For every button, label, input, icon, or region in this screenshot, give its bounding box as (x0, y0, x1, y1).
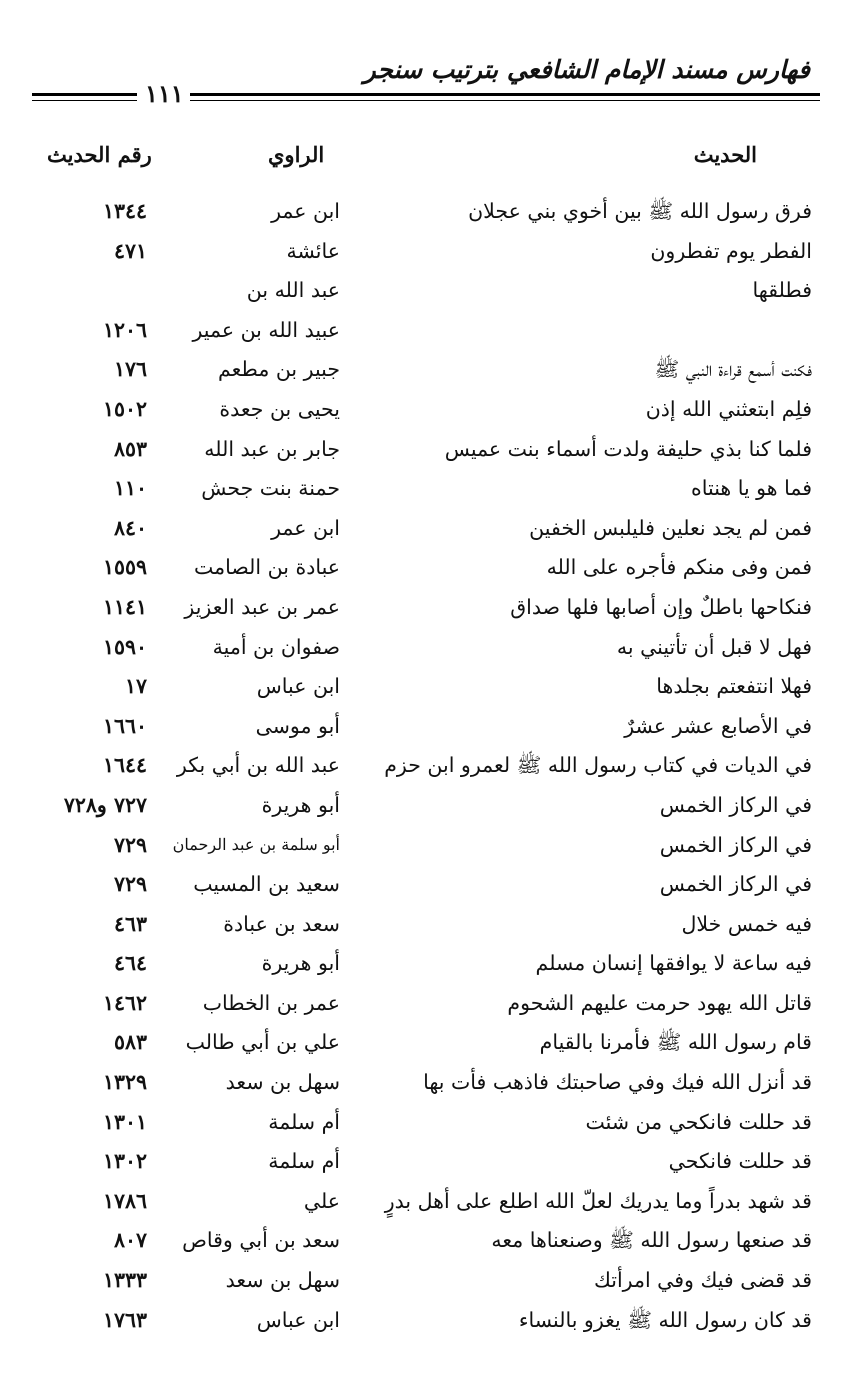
table-row (0, 790, 850, 830)
hadith-number: ١٤٦٢ (102, 990, 147, 1015)
hadith-number: ١٧٦٣ (102, 1307, 147, 1332)
table-row (0, 354, 850, 394)
narrator-name: أبو سلمة بن عبد الرحمان (172, 834, 340, 854)
hadith-number: ٧٢٩ (113, 832, 147, 857)
table-row (0, 1146, 850, 1186)
hadith-number: ٨٤٠ (113, 515, 147, 540)
narrator-name: أبو هريرة (261, 792, 340, 817)
hadith-number: ١٣٢٩ (102, 1070, 147, 1095)
hadith-text: قد حللت فانكحي (668, 1149, 812, 1174)
table-row (0, 1225, 850, 1265)
table-row (0, 1186, 850, 1226)
hadith-number: ١٧٦ (113, 357, 147, 382)
narrator-name: ابن عباس (256, 1307, 340, 1332)
table-row (0, 909, 850, 949)
table-row (0, 473, 850, 513)
narrator-name: صفوان بن أمية (212, 634, 340, 659)
table-row (0, 1265, 850, 1305)
hadith-text: قد صنعها رسول الله ﷺ وصنعناها معه (491, 1228, 812, 1253)
hadith-number: ١٣٠٢ (102, 1149, 147, 1174)
hadith-number: ١١٠ (113, 476, 147, 501)
narrator-name: ابن عمر (271, 199, 340, 223)
hadith-number: ١٣٤٤ (102, 199, 147, 223)
hadith-text: في الأصابع عشر عشرٌ (624, 713, 812, 738)
table-row (0, 671, 850, 711)
narrator-name: سعيد بن المسيب (193, 872, 340, 897)
hadith-number: ٤٦٣ (113, 911, 147, 936)
narrator-name: جبير بن مطعم (217, 357, 340, 382)
table-row (0, 394, 850, 434)
hadith-text: في الديات في كتاب رسول الله ﷺ لعمرو ابن حزم (384, 753, 812, 778)
hadith-number: ١٦٤٤ (102, 753, 147, 778)
hadith-number: ١٥٥٩ (102, 555, 147, 580)
header-rule (190, 93, 820, 101)
narrator-name: سهل بن سعد (225, 1070, 340, 1095)
hadith-number: ١٦٦٠ (102, 713, 147, 738)
hadith-number: ٨٠٧ (113, 1228, 147, 1253)
hadith-text: فنكاحها باطلٌ وإن أصابها فلها صداق (510, 594, 812, 619)
hadith-text: في الركاز الخمس (659, 872, 812, 897)
hadith-number: ١٣٣٣ (102, 1268, 147, 1293)
table-row (0, 552, 850, 592)
narrator-name: عبد الله بن (246, 278, 340, 303)
table-row (0, 196, 850, 236)
narrator-name: عبادة بن الصامت (194, 555, 340, 580)
table-row (0, 1027, 850, 1067)
index-table (0, 196, 850, 1344)
hadith-text: قد أنزل الله فيك وفي صاحبتك فاذهب فأت بها (423, 1070, 812, 1095)
narrator-name: سعد بن عبادة (223, 911, 340, 936)
narrator-name: عبيد الله بن عمير (192, 317, 340, 342)
table-row (0, 315, 850, 355)
table-row (0, 948, 850, 988)
table-row (0, 632, 850, 672)
narrator-name: عمر بن عبد العزيز (184, 594, 340, 619)
hadith-number: ١٢٠٦ (102, 317, 147, 342)
hadith-text: الفطر يوم تفطرون (650, 238, 812, 263)
narrator-name: حمنة بنت جحش (201, 476, 340, 501)
table-row (0, 830, 850, 870)
narrator-name: أم سلمة (268, 1109, 340, 1134)
narrator-name: عبد الله بن أبي بكر (176, 753, 340, 778)
book-title: فهارس مسند الإمام الشافعي بترتيب سنجر (363, 55, 810, 84)
narrator-name: عائشة (286, 238, 340, 263)
column-header-hadith: الحديث (693, 142, 757, 167)
hadith-text: فطلقها (752, 278, 812, 303)
hadith-number: ١٧٨٦ (102, 1188, 147, 1213)
hadith-text: فيه ساعة لا يوافقها إنسان مسلم (535, 951, 812, 976)
hadith-text: قاتل الله يهود حرمت عليهم الشحوم (507, 990, 812, 1015)
narrator-name: جابر بن عبد الله (204, 436, 340, 461)
column-header-narrator: الراوي (268, 142, 325, 167)
narrator-name: ابن عباس (256, 674, 340, 699)
narrator-name: سعد بن أبي وقاص (182, 1228, 340, 1253)
narrator-name: ابن عمر (271, 515, 340, 540)
hadith-text: فمن لم يجد نعلين فليلبس الخفين (529, 515, 812, 540)
hadith-number: ١٥٩٠ (102, 634, 147, 659)
narrator-name: عمر بن الخطاب (202, 990, 340, 1015)
hadith-number: ٤٦٤ (113, 951, 147, 976)
table-row (0, 711, 850, 751)
narrator-name: سهل بن سعد (225, 1268, 340, 1293)
table-row (0, 275, 850, 315)
hadith-number: ٧٢٧ و٧٢٨ (63, 792, 147, 817)
hadith-text: فهلا انتفعتم بجلدها (656, 674, 812, 699)
column-header-number: رقم الحديث (47, 142, 152, 167)
hadith-text: قد حللت فانكحي من شئت (585, 1109, 812, 1134)
table-row (0, 1107, 850, 1147)
hadith-number: ٤٧١ (113, 238, 147, 263)
hadith-text: قد كان رسول الله ﷺ يغزو بالنساء (518, 1307, 812, 1332)
narrator-name: أبو موسى (255, 713, 340, 738)
hadith-text: قام رسول الله ﷺ فأمرنا بالقيام (539, 1030, 812, 1055)
narrator-name: أبو هريرة (261, 951, 340, 976)
hadith-number: ٧٢٩ (113, 872, 147, 897)
header-rule-left (32, 93, 137, 101)
hadith-number: ١١٤١ (102, 594, 147, 619)
table-row (0, 592, 850, 632)
hadith-text: فرق رسول الله ﷺ بين أخوي بني عجلان (468, 199, 812, 223)
hadith-text: قد شهد بدراً وما يدريك لعلّ الله اطلع على أهل بدرٍ (384, 1188, 812, 1213)
table-row (0, 988, 850, 1028)
table-row (0, 434, 850, 474)
hadith-text: قد قضى فيك وفي امرأتك (593, 1268, 812, 1293)
hadith-number: ٥٨٣ (113, 1030, 147, 1055)
hadith-text: فكنت أسمع قراءة النبي ﷺ (654, 357, 812, 382)
hadith-text: فلما كنا بذي حليفة ولدت أسماء بنت عميس (444, 436, 812, 461)
table-row (0, 1305, 850, 1345)
hadith-text: فمن وفى منكم فأجره على الله (546, 555, 812, 580)
page-header (30, 55, 820, 108)
hadith-number: ١٣٠١ (102, 1109, 147, 1134)
table-row (0, 750, 850, 790)
table-row (0, 236, 850, 276)
hadith-number: ١٧ (124, 674, 147, 699)
narrator-name: يحيى بن جعدة (219, 396, 340, 421)
hadith-text: في الركاز الخمس (659, 792, 812, 817)
hadith-text: في الركاز الخمس (659, 832, 812, 857)
hadith-number: ٨٥٣ (113, 436, 147, 461)
hadith-text: فيه خمس خلال (681, 911, 812, 936)
table-row (0, 1067, 850, 1107)
hadith-text: فلِم ابتعثني الله إذن (645, 396, 812, 421)
narrator-name: علي (303, 1188, 340, 1213)
table-row (0, 869, 850, 909)
hadith-number: ١٥٠٢ (102, 396, 147, 421)
narrator-name: أم سلمة (268, 1149, 340, 1174)
hadith-text: فهل لا قبل أن تأتيني به (616, 634, 812, 659)
table-row (0, 513, 850, 553)
hadith-text: فما هو يا هنتاه (691, 476, 812, 501)
narrator-name: علي بن أبي طالب (185, 1030, 340, 1055)
page-number: ١١١ (145, 79, 184, 108)
